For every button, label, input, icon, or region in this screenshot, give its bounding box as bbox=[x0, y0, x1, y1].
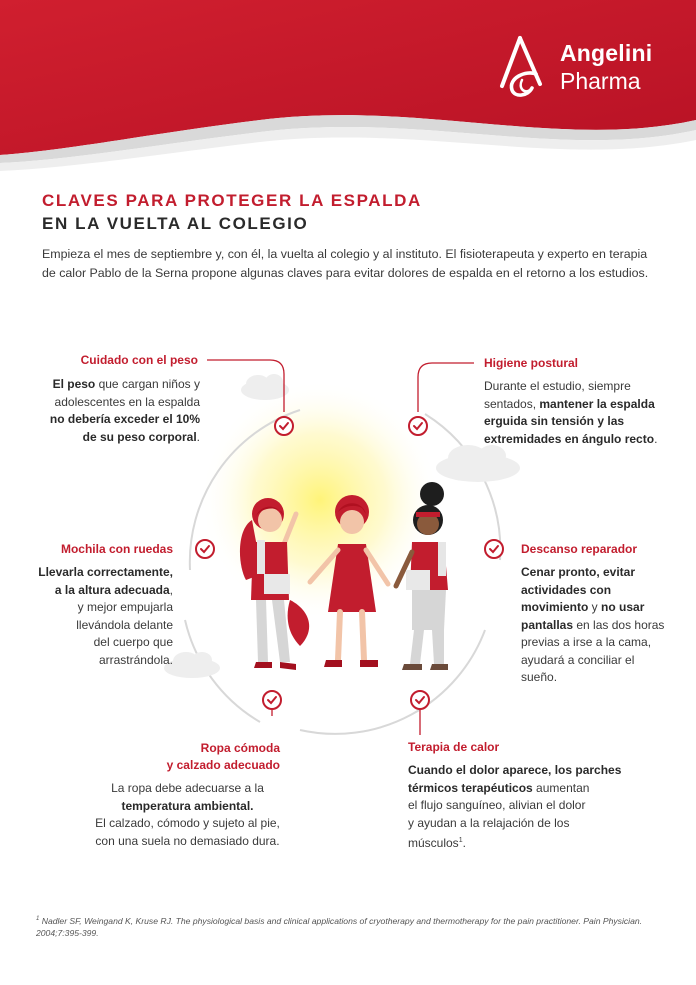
section-title-ropa-line2: y calzado adecuado bbox=[166, 758, 280, 772]
brand-name-line2: Pharma bbox=[560, 68, 641, 94]
check-circle-icon bbox=[409, 417, 427, 435]
intro-paragraph: Empieza el mes de septiembre y, con él, la vuelta al colegio y al instituto. El fisioterapeuta y experto en terapia de calor Pablo de la Serna propone algunas claves para evitar dolores de espalda en el retorno a los estudios. bbox=[42, 247, 649, 280]
check-circle-icon bbox=[196, 540, 214, 558]
header-banner bbox=[0, 0, 696, 175]
check-circle-icon bbox=[275, 417, 293, 435]
section-body-ropa: La ropa debe adecuarse a la temperatura ambiental. El calzado, cómodo y sujeto al pie, con una suela no demasiado dura. bbox=[95, 781, 280, 848]
section-body-peso: El peso que cargan niños y adolescentes en la espalda no debería exceder el 10% de su peso corporal. bbox=[49, 377, 200, 444]
angelini-logo bbox=[496, 34, 676, 104]
section-body-mochila: Llevarla correctamente, a la altura adecuada, y mejor empujarla llevándola delante del cuerpo que arrastrándola. bbox=[38, 565, 173, 667]
section-title-calor: Terapia de calor bbox=[408, 740, 500, 754]
section-title-descanso: Descanso reparador bbox=[521, 542, 638, 556]
section-body-descanso: Cenar pronto, evitar actividades con movimiento y no usar pantallas en las dos horas previas a irse a la cama, ayudará a conciliar el sueño. bbox=[521, 565, 665, 684]
sun-glow bbox=[200, 380, 440, 620]
section-body-higiene: Durante el estudio, siempre sentados, mantener la espalda erguida sin tensión y las extremidades en ángulo recto. bbox=[484, 379, 658, 446]
footnote: $^1$ Nadler SF, Weingand K, Kruse RJ. The physiological basis and clinical applications of cryotherapy and thermotherapy for the pain practitioner. Pain Physician. 2004;7:395-399. bbox=[36, 915, 643, 938]
page-title-line2: EN LA VUELTA AL COLEGIO bbox=[42, 214, 309, 233]
section-title-mochila: Mochila con ruedas bbox=[60, 542, 173, 556]
check-circle-icon bbox=[263, 691, 281, 709]
angelini-logo-icon bbox=[496, 34, 556, 104]
cloud-icon bbox=[241, 374, 289, 400]
section-title-ropa-line1: Ropa cómoda bbox=[200, 741, 280, 755]
section-title-higiene: Higiene postural bbox=[484, 356, 579, 370]
section-title-peso: Cuidado con el peso bbox=[80, 353, 198, 367]
check-circle-icon bbox=[411, 691, 429, 709]
page-title-line1: CLAVES PARA PROTEGER LA ESPALDA bbox=[42, 191, 422, 210]
brand-name-line1: Angelini bbox=[560, 40, 653, 66]
section-body-calor: Cuando el dolor aparece, los parches térmicos terapéuticos aumentan el flujo sanguíneo, alivian el dolor y ayudan a la relajación de los músculos$^1$. bbox=[408, 763, 622, 850]
check-circle-icon bbox=[485, 540, 503, 558]
cloud-icon bbox=[436, 445, 520, 482]
